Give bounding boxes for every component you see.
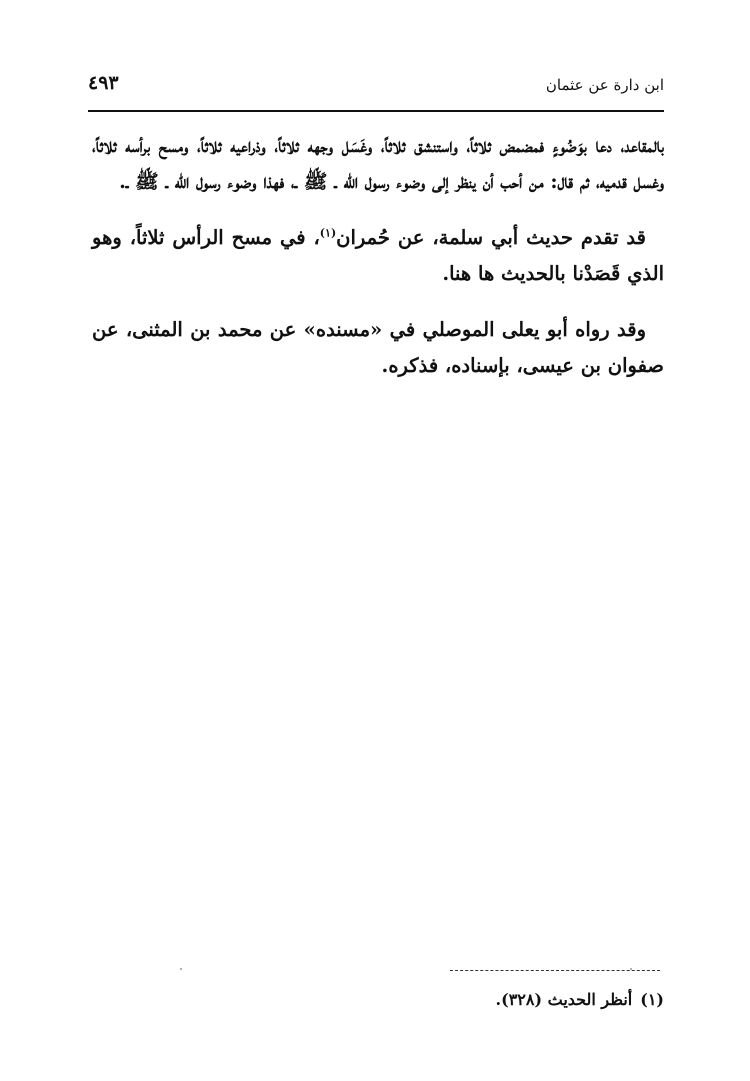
scan-speck bbox=[180, 968, 182, 970]
paragraph-2-text-before-ref: قد تقدم حديث أبي سلمة، عن حُمران bbox=[336, 226, 646, 249]
page-header bbox=[88, 66, 664, 106]
page-number: ٤٩٣ bbox=[88, 72, 119, 94]
body-text bbox=[92, 128, 664, 404]
paragraph-2-text-after-ref: ، في مسح الرأس ثلاثاً، وهو الذي قَصَدْنا بالحديث ها هنا. bbox=[92, 226, 664, 285]
running-title: ابن دارة عن عثمان bbox=[545, 76, 664, 94]
paragraph-3: وقد رواه أبو يعلى الموصلي في «مسنده» عن محمد بن المثنى، عن صفوان بن عيسى، بإسناده، فذكره. bbox=[92, 318, 664, 377]
scan-speck bbox=[630, 968, 632, 970]
paragraph-2 bbox=[92, 220, 664, 292]
footnote-text: أنظر الحديث (٣٢٨). bbox=[495, 990, 633, 1009]
footnote-reference: (١) bbox=[319, 226, 337, 240]
footnote-number: (١) bbox=[640, 990, 664, 1009]
paragraph-1: بالمقاعد، دعا بوَضُوءٍ فمضمض ثلاثاً، واستنشق ثلاثاً، وغَسَل وجهه ثلاثاً، وذراعيه ثلاثاً، ومسح برأسه ثلاثاً، وغسل قدميه، ثم قال: من أحب أن ينظر إلى وضوء رسول الله ـ ﷺ ـ، فهذا وضوء رسول الله ـ ﷺ ـ. bbox=[92, 134, 664, 193]
footnote bbox=[496, 990, 664, 1009]
footnote-separator bbox=[450, 970, 660, 971]
header-rule bbox=[88, 110, 664, 112]
